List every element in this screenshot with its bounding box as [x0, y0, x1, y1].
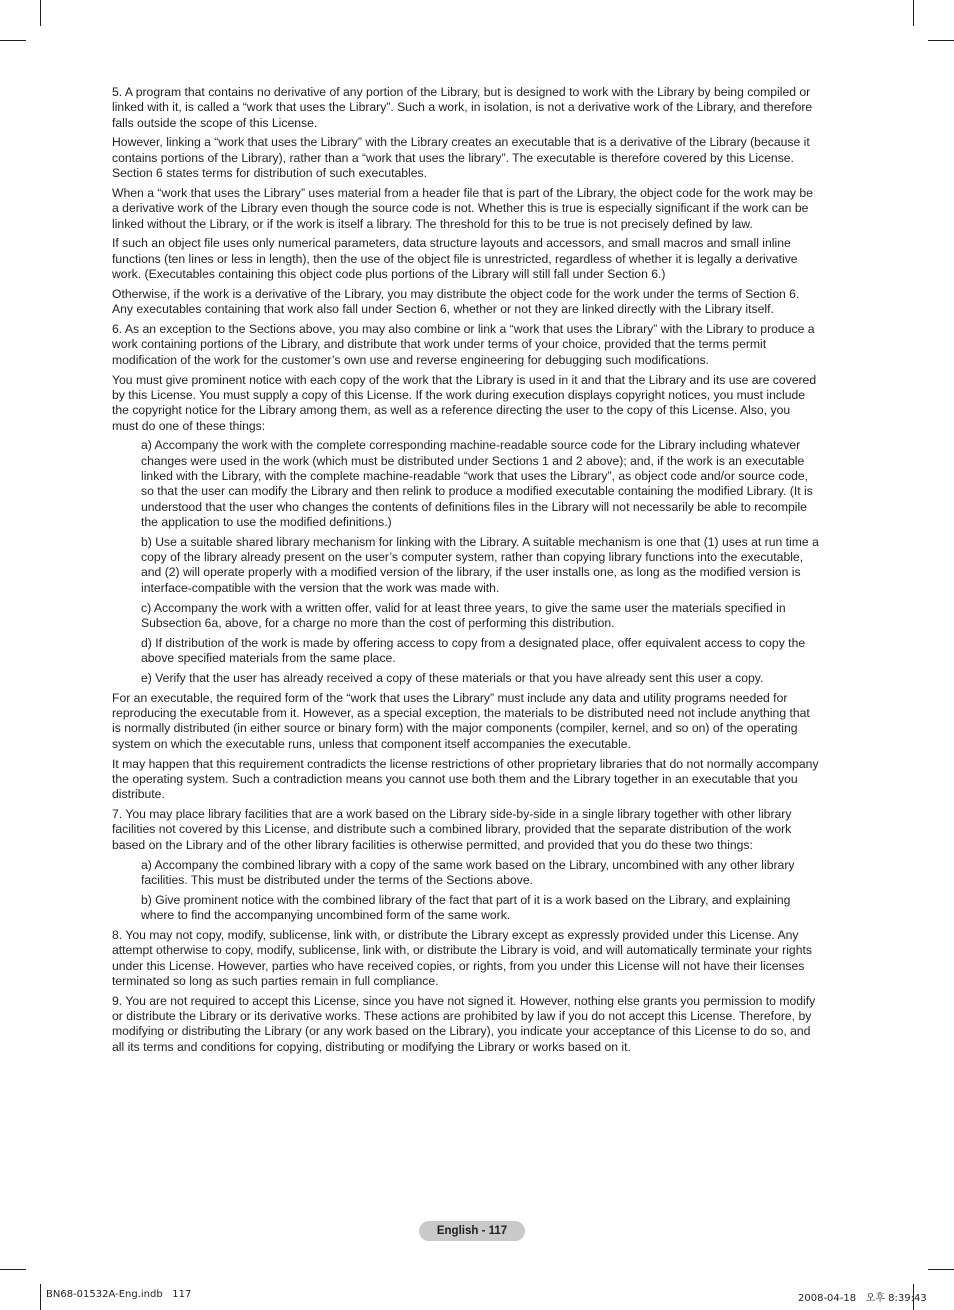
crop-mark [0, 1269, 26, 1270]
license-subclause: a) Accompany the combined library with a copy of the same work based on the Library, uncombined with any other library facilities. This must be distributed under the terms of the Sections above. [141, 857, 795, 887]
footer-file-info: BN68-01532A-Eng.indb 117 [46, 1289, 192, 1300]
crop-mark [40, 1284, 41, 1310]
license-subclause: c) Accompany the work with a written offer, valid for at least three years, to give the same user the materials specified in Subsection 6a, above, for a charge no more than the cost of performing this distribution. [141, 600, 786, 630]
license-subclause: b) Use a suitable shared library mechanism for linking with the Library. A suitable mechanism is one that (1) uses at run time a copy of the library already present on the user’s computer system, rather than copying library functions into the executable, and (2) will operate properly with a modified version of the library, if the user installs one, as long as the modified version is interface-compatible with the version that the work was made with. [141, 534, 819, 595]
page-number-badge: English - 117 [419, 1221, 525, 1241]
crop-mark [40, 0, 41, 26]
crop-mark [928, 40, 954, 41]
license-paragraph: It may happen that this requirement contradicts the license restrictions of other proprietary libraries that do not normally accompany the operating system. Such a contradiction means you cannot use both them and the Library together in an executable that you distribute. [112, 756, 819, 802]
license-paragraph: For an executable, the required form of the “work that uses the Library” must include any data and utility programs needed for reproducing the executable from it. However, as a special exception, the materials to be distributed need not include anything that is normally distributed (in either source or binary form) with the major components (compiler, kernel, and so on) of the operating system on which the executable runs, unless that component itself accompanies the executable. [112, 690, 810, 751]
license-paragraph: 7. You may place library facilities that are a work based on the Library side-by-side in a single library together with other library facilities not covered by this License, and distribute such a combined library, provided that the separate distribution of the work based on the Library and of the other library facilities is otherwise permitted, and provided that you do these two things: [112, 807, 792, 852]
license-paragraph: 9. You are not required to accept this License, since you have not signed it. However, nothing else grants you permission to modify or distribute the Library or its derivative works. These actions are prohibited by law if you do not accept this License. Therefore, by modifying or distributing the Library (or any work based on the Library), you indicate your acceptance of this License to do so, and all its terms and conditions for copying, distributing or modifying the Library or works based on it. [112, 993, 816, 1054]
license-paragraph: When a “work that uses the Library” uses material from a header file that is part of the Library, the object code for the work may be a derivative work of the Library even though the source code is not. Whether this is true is especially significant if the work can be linked without the Library, or if the work is itself a library. The threshold for this to be true is not precisely defined by law. [112, 185, 813, 231]
license-paragraph: Otherwise, if the work is a derivative of the Library, you may distribute the object code for the work under the terms of Section 6. Any executables containing that work also fall under Section 6, whether or not they are linked directly with the Library itself. [112, 286, 800, 317]
license-text-body [112, 85, 819, 1060]
license-subclause: d) If distribution of the work is made by offering access to copy from a designated place, offer equivalent access to copy the above specified materials from the same place. [141, 635, 806, 666]
license-paragraph: You must give prominent notice with each copy of the work that the Library is used in it and that the Library and its use are covered by this License. You must supply a copy of this License. If the work during execution displays copyright notices, you must include the copyright notice for the Library among them, as well as a reference directing the user to the copy of this License. Also, you must do one of these things: [112, 372, 817, 433]
license-subclause: e) Verify that the user has already received a copy of these materials or that you have already sent this user a copy. [141, 670, 764, 685]
license-subclause: b) Give prominent notice with the combined library of the fact that part of it is a work based on the Library, and explaining where to find the accompanying uncombined form of the same work. [141, 892, 791, 923]
footer-timestamp: 2008-04-18 오후 8:39:43 [798, 1293, 927, 1304]
license-paragraph: 6. As an exception to the Sections above, you may also combine or link a “work that uses the Library” with the Library to produce a work containing portions of the Library, and distribute that work under terms of your choice, provided that the terms permit modification of the work for the customer’s own use and reverse engineering for debugging such modifications. [112, 322, 815, 367]
crop-mark [928, 1269, 954, 1270]
license-paragraph: 8. You may not copy, modify, sublicense, link with, or distribute the Library except as expressly provided under this License. Any attempt otherwise to copy, modify, sublicense, link with, or distribute the Library is void, and will automatically terminate your rights under this License. However, parties who have received copies, or rights, from you under this License will not have their licenses terminated so long as such parties remain in full compliance. [112, 927, 812, 988]
license-paragraph: If such an object file uses only numerical parameters, data structure layouts and accessors, and small macros and small inline functions (ten lines or less in length), then the use of the object file is unrestricted, regardless of whether it is legally a derivative work. (Executables containing this object code plus portions of the Library will still fall under Section 6.) [112, 236, 798, 282]
license-subclause: a) Accompany the work with the complete corresponding machine-readable source code for the Library including whatever changes were used in the work (which must be distributed under Sections 1 and 2 above); and, if the work is an executable linked with the Library, with the complete machine-readable “work that uses the Library”, as object code and/or source code, so that the user can modify the Library and then relink to produce a modified executable containing the modified Library. (It is understood that the user who changes the contents of definitions files in the Library will not necessarily be able to recompile the application to use the modified definitions.) [141, 438, 813, 529]
crop-mark [913, 0, 914, 26]
license-paragraph: However, linking a “work that uses the Library” with the Library creates an executable that is a derivative of the Library (because it contains portions of the Library), rather than a “work that uses the library”. The executable is therefore covered by this License. Section 6 states terms for distribution of such executables. [112, 135, 810, 181]
crop-mark [0, 40, 26, 41]
license-paragraph: 5. A program that contains no derivative of any portion of the Library, but is designed to work with the Library by being compiled or linked with it, is called a “work that uses the Library”. Such a work, in isolation, is not a derivative work of the Library, and therefore falls outside the scope of this License. [112, 85, 813, 130]
